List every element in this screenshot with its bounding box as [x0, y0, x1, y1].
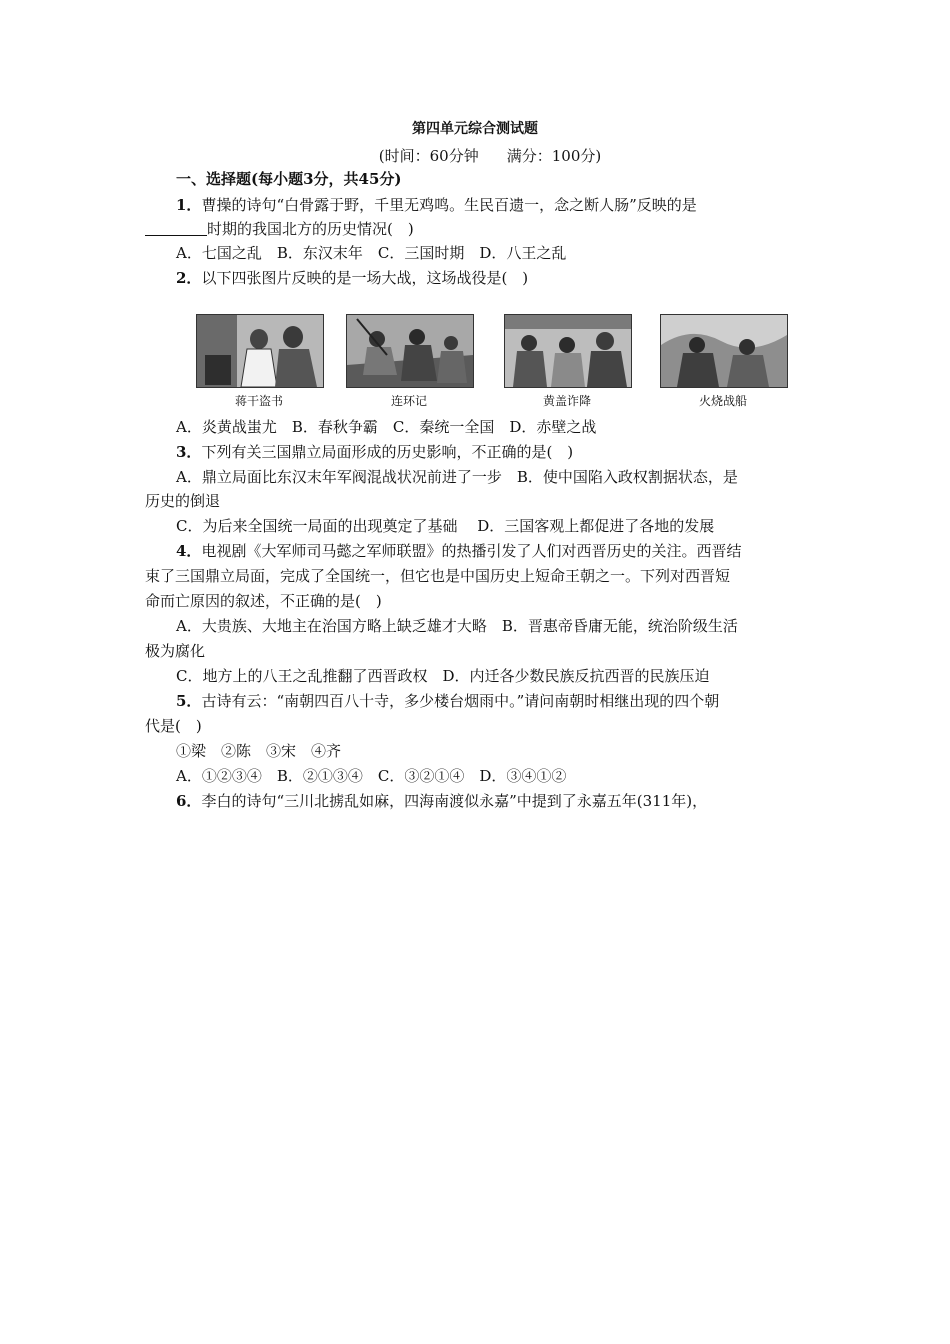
full-score: 满分：100分) [506, 147, 602, 165]
question-text: 以下四张图片反映的是一场大战，这场战役是( ) [201, 269, 529, 287]
illustration-image [660, 314, 788, 388]
question-3 [176, 441, 810, 463]
question-3-options-ab: A．鼎立局面比东汉末年军阀混战状况前进了一步 B．使中国陷入政权割据状态，是 [176, 468, 738, 486]
question-number: 6． [176, 792, 202, 810]
illustration-image [504, 314, 632, 388]
question-2 [176, 267, 810, 289]
question-number: 3． [176, 443, 202, 461]
question-1-cont [145, 218, 810, 240]
picture-caption: 火烧战船 [698, 394, 747, 408]
question-number: 4． [176, 542, 202, 560]
question-text: 电视剧《大军师司马懿之军师联盟》的热播引发了人们对西晋历史的关注。西晋结 [201, 542, 742, 560]
picture-caption: 蒋干盗书 [234, 394, 283, 408]
question-5-items: ①梁 ②陈 ③宋 ④齐 [176, 742, 342, 760]
question-6 [176, 790, 810, 812]
time-limit: (时间：60分钟 [378, 147, 479, 165]
question-4-options-cd: C．地方上的八王之乱推翻了西晋政权 D．内迁各少数民族反抗西晋的民族压迫 [176, 667, 710, 685]
question-4 [176, 540, 810, 562]
question-5 [176, 690, 810, 712]
question-3-options-cd: C．为后来全国统一局面的出现奠定了基础 D．三国客观上都促进了各地的发展 [176, 517, 715, 535]
question-text: 古诗有云：“南朝四百八十寺，多少楼台烟雨中。”请问南朝时相继出现的四个朝 [201, 692, 720, 710]
exam-info [0, 145, 950, 166]
question-5-options: A．①②③④ B．②①③④ C．③②①④ D．③④①② [176, 767, 567, 785]
picture-2 [346, 314, 474, 409]
question-5-cont: 代是( ) [145, 717, 202, 735]
picture-3 [504, 314, 632, 409]
page-title: 第四单元综合测试题 [412, 121, 538, 137]
question-4-cont-1: 束了三国鼎立局面，完成了全国统一，但它也是中国历史上短命王朝之一。下列对西晋短 [145, 567, 731, 585]
picture-4 [660, 314, 788, 409]
question-4-options-b-cont: 极为腐化 [145, 642, 206, 660]
illustration-image [196, 314, 324, 388]
picture-caption: 黄盖诈降 [542, 394, 591, 408]
question-1 [176, 194, 810, 216]
question-text: 李白的诗句“三川北掳乱如麻，四海南渡似永嘉”中提到了永嘉五年(311年)， [201, 792, 708, 810]
question-number: 1． [176, 196, 202, 214]
question-4-options-ab: A．大贵族、大地主在治国方略上缺乏雄才大略 B．晋惠帝昏庸无能，统治阶级生活 [176, 617, 738, 635]
question-text: 曹操的诗句“白骨露于野，千里无鸡鸣。生民百遗一，念之断人肠”反映的是 [201, 196, 697, 214]
picture-1 [196, 314, 324, 409]
battle-pictures [196, 314, 796, 414]
question-number: 2． [176, 269, 202, 287]
question-1-options: A．七国之乱 B．东汉末年 C．三国时期 D．八王之乱 [176, 244, 567, 262]
fill-blank [145, 221, 207, 236]
question-4-cont-2: 命而亡原因的叙述，不正确的是( ) [145, 592, 382, 610]
question-3-options-b-cont: 历史的倒退 [145, 492, 221, 510]
question-text: 时期的我国北方的历史情况( ) [207, 220, 414, 238]
picture-caption: 连环记 [390, 394, 427, 408]
question-2-options: A．炎黄战蚩尤 B．春秋争霸 C．秦统一全国 D．赤壁之战 [176, 418, 597, 436]
section-heading: 一、选择题(每小题3分，共45分) [176, 170, 402, 188]
illustration-image [346, 314, 474, 388]
question-number: 5． [176, 692, 202, 710]
question-text: 下列有关三国鼎立局面形成的历史影响，不正确的是( ) [201, 443, 574, 461]
